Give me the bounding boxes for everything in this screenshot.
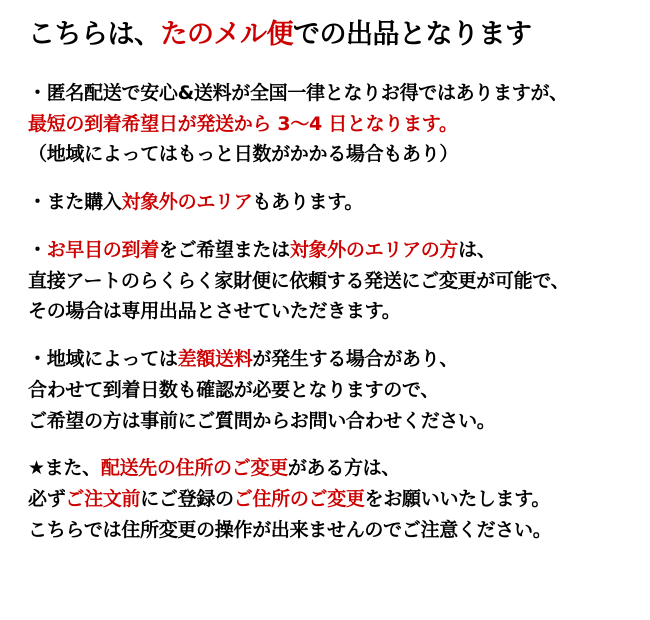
body-text: 合わせて到着日数も確認が必要となりますので、 xyxy=(28,378,440,401)
notice-body xyxy=(28,78,628,546)
body-text: をご希望または xyxy=(158,238,290,261)
notice-line xyxy=(28,109,628,140)
notice-line xyxy=(28,484,628,515)
body-text: にご登録の xyxy=(140,488,234,511)
title-highlight: たのメル便 xyxy=(160,19,293,50)
notice-line xyxy=(28,139,628,170)
title-part-1: こちらは、 xyxy=(28,19,161,50)
highlight-text: ご住所のご変更 xyxy=(233,488,365,511)
body-text: その場合は専用出品とさせていただきます。 xyxy=(28,300,401,323)
body-text: もあります。 xyxy=(252,191,364,214)
body-text: ★また、 xyxy=(28,457,101,480)
body-text: ・また購入 xyxy=(28,191,122,214)
notice-line xyxy=(28,344,628,375)
highlight-text: 差額送料 xyxy=(177,348,253,371)
notice-section-early-arrival xyxy=(28,235,628,327)
body-text: が発生する場合があり、 xyxy=(252,348,459,371)
body-text: がある方は、 xyxy=(287,457,401,480)
highlight-text: 対象外のエリアの方 xyxy=(289,238,459,261)
notice-section-extra-fee xyxy=(28,344,628,436)
notice-line xyxy=(28,406,628,437)
notice-section-out-of-area xyxy=(28,187,628,218)
notice-line xyxy=(28,187,628,218)
notice-line xyxy=(28,266,628,297)
body-text: は、 xyxy=(458,238,496,261)
notice-section-address-change xyxy=(28,453,628,545)
highlight-text: ご注文前 xyxy=(65,488,141,511)
notice-line xyxy=(28,453,628,484)
highlight-text: お早目の到着 xyxy=(46,238,159,261)
body-text: ・ xyxy=(28,238,47,261)
notice-line xyxy=(28,375,628,406)
page-title xyxy=(28,18,628,52)
highlight-text: 最短の到着希望日が発送から 3〜4 日となります。 xyxy=(28,112,458,135)
highlight-text: 対象外のエリア xyxy=(121,191,253,214)
body-text: 必ず xyxy=(28,488,66,511)
highlight-text: 配送先の住所のご変更 xyxy=(100,457,288,480)
body-text: 直接アートのらくらく家財便に依頼する発送にご変更が可能で、 xyxy=(28,269,570,292)
notice-line xyxy=(28,296,628,327)
body-text: ・匿名配送で安心&送料が全国一律となりお得ではありますが、 xyxy=(28,81,568,104)
body-text: こちらでは住所変更の操作が出来ませんのでご注意ください。 xyxy=(28,518,552,541)
body-text: （地域によってはもっと日数がかかる場合もあり） xyxy=(28,143,459,166)
body-text: ご希望の方は事前にご質問からお問い合わせください。 xyxy=(28,409,496,432)
title-part-2: での出品となります xyxy=(293,19,532,50)
notice-line xyxy=(28,515,628,546)
body-text: をお願いいたします。 xyxy=(364,488,551,511)
body-text: ・地域によっては xyxy=(28,348,178,371)
notice-line xyxy=(28,78,628,109)
notice-section-anonymous-shipping xyxy=(28,78,628,170)
notice-line xyxy=(28,235,628,266)
